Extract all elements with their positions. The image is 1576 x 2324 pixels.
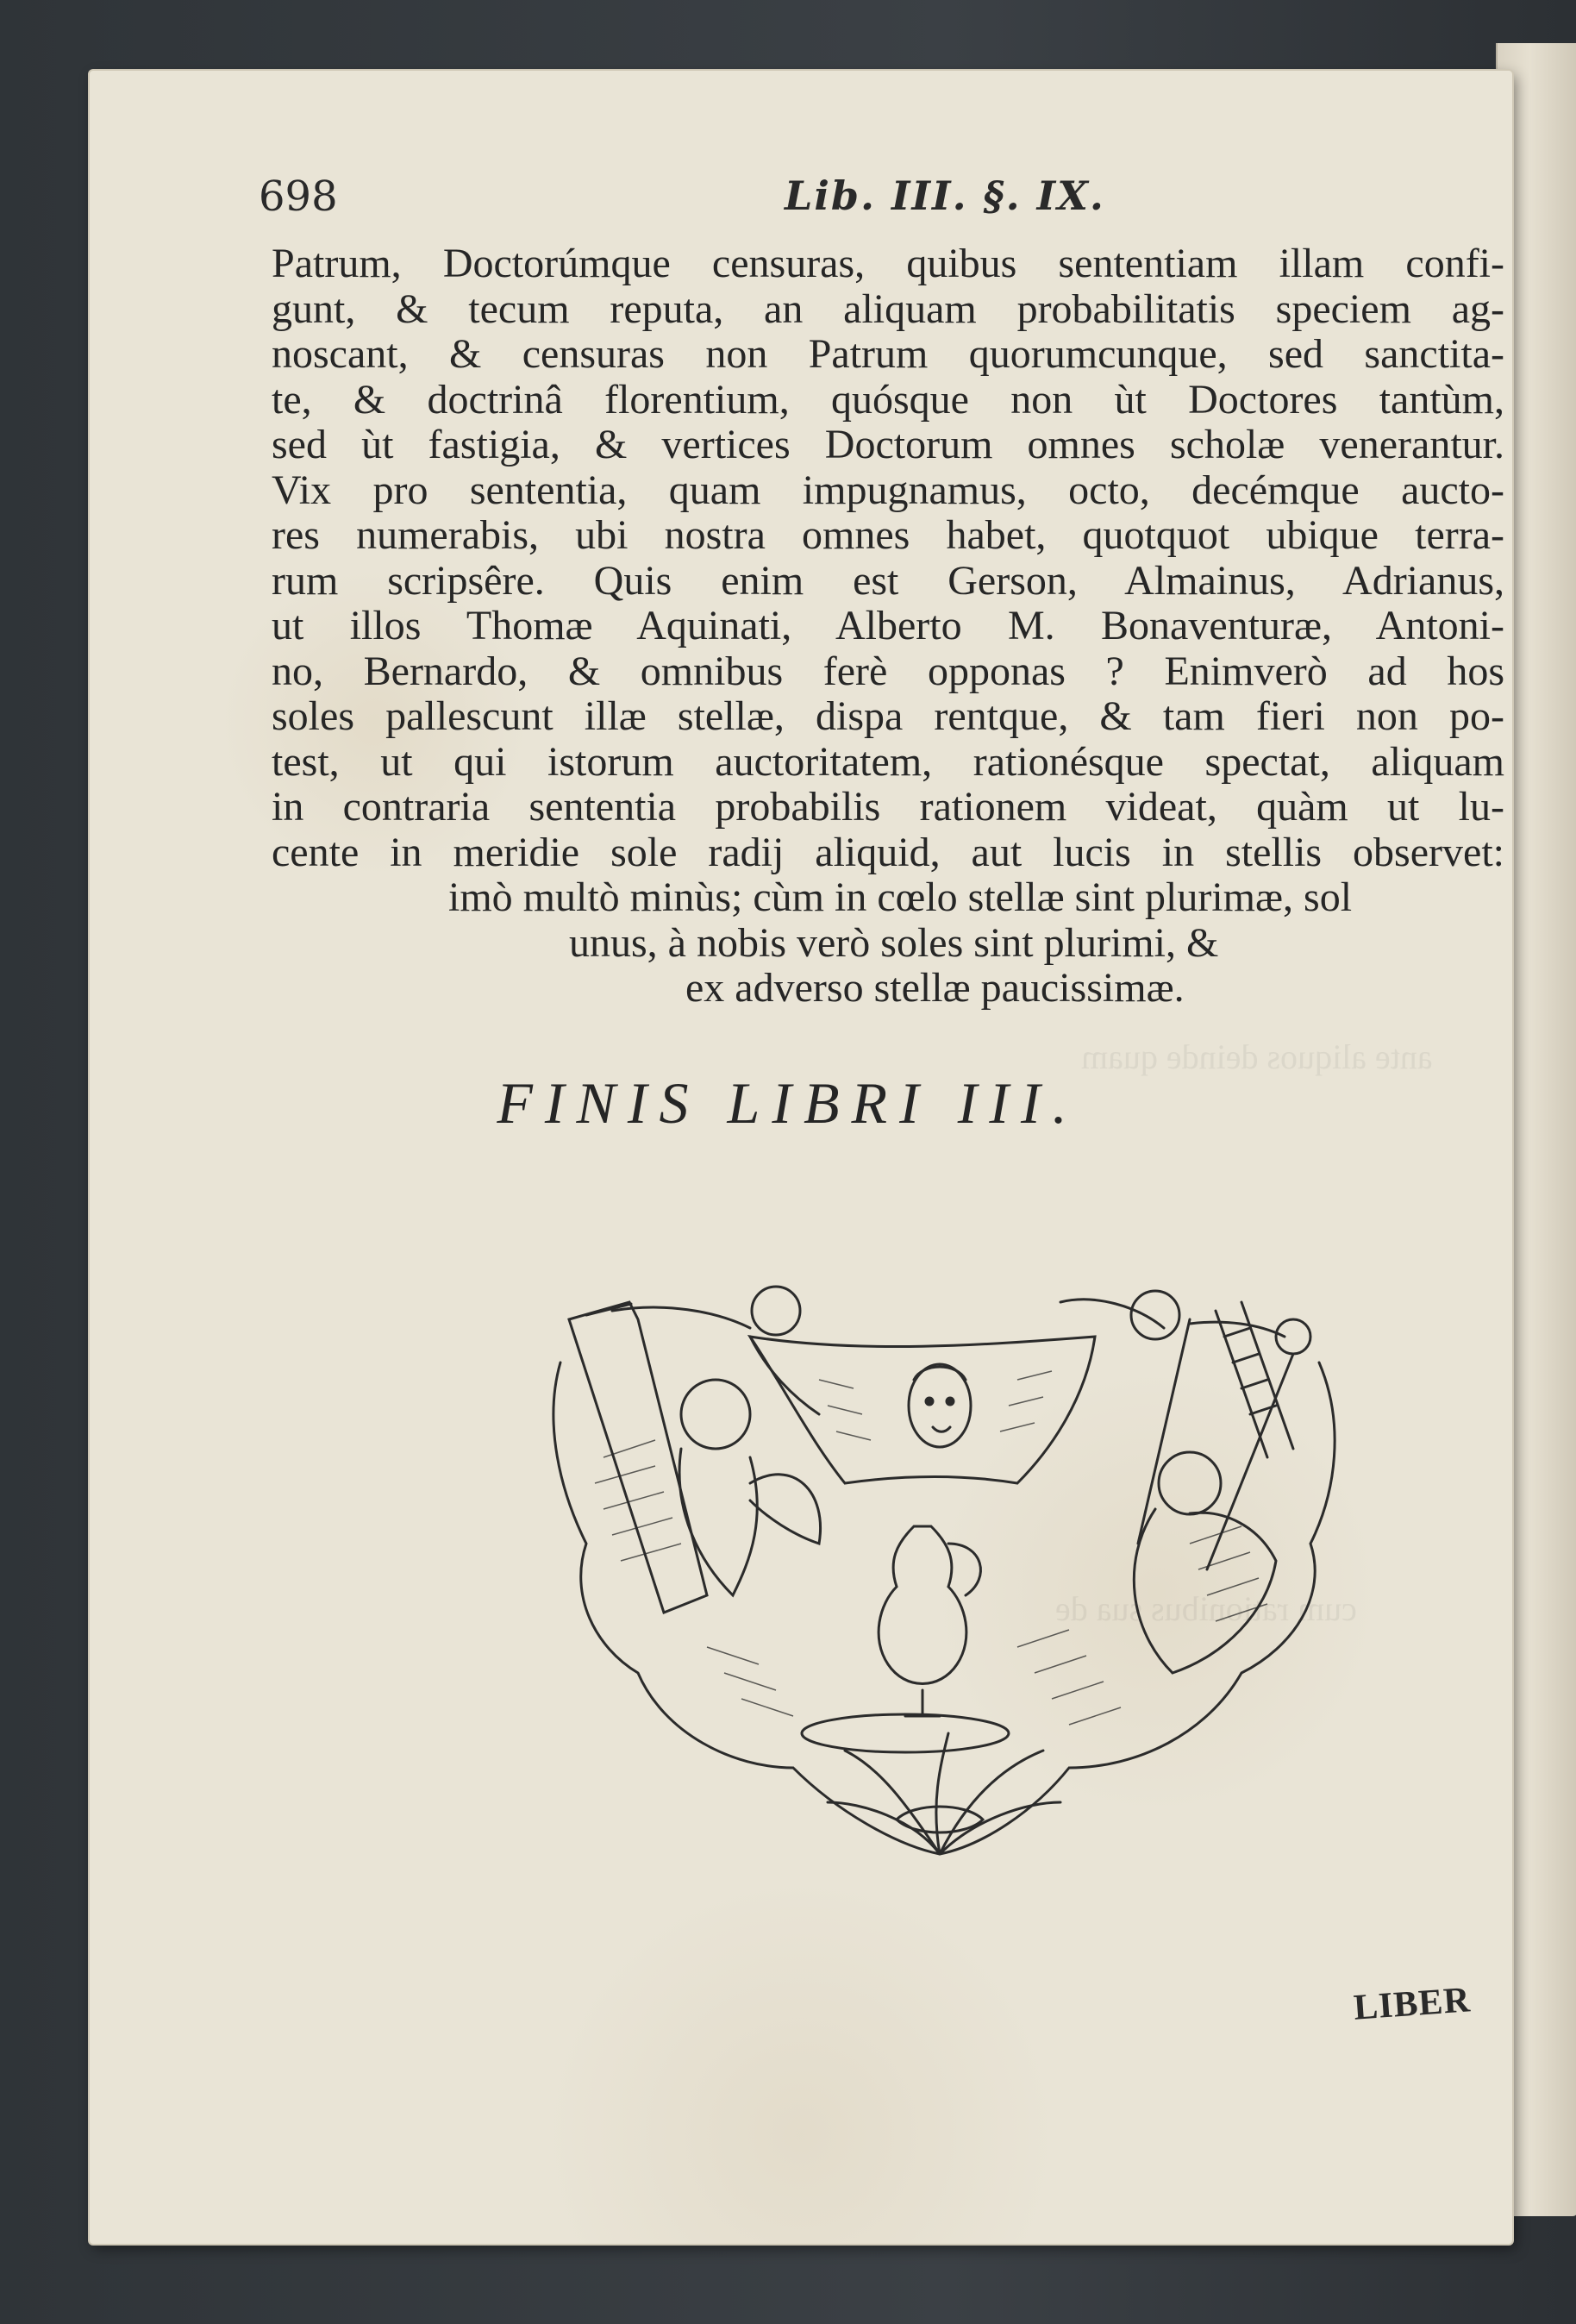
text-line-indented: unus, à nobis verò soles sint plurimi, & [569, 919, 1219, 966]
text-line: sed ùt fastigia, & vertices Doctorum omnes scholæ venerantur. [272, 422, 1504, 467]
lance [1138, 1319, 1190, 1544]
angel-head-top-left [752, 1287, 800, 1335]
pillar [569, 1302, 707, 1613]
angel-head-top-right [1131, 1291, 1179, 1339]
text-line: in contraria sententia probabilis rationem videat, quàm ut lu- [272, 784, 1504, 830]
text-line: test, ut qui istorum auctoritatem, rationésque spectat, aliquam [272, 738, 1504, 785]
angel-head-right [1159, 1452, 1221, 1514]
body-text [272, 241, 1504, 1012]
text-line: Patrum, Doctorúmque censuras, quibus sententiam illam confi- [272, 241, 1504, 286]
explicit-heading: FINIS LIBRI III. [497, 1070, 1079, 1136]
catchword: LIBER [1352, 1980, 1473, 2028]
text-line: noscant, & censuras non Patrum quorumcunque, sed sanctita- [272, 331, 1504, 377]
text-line: gunt, & tecum reputa, an aliquam probabilitatis speciem ag- [272, 285, 1504, 332]
show-through-text: ante aliquos deinde quam [1081, 1037, 1433, 1076]
sponge [1276, 1319, 1310, 1354]
text-line-indented: ex adverso stellæ paucissimæ. [685, 965, 1185, 1011]
holy-face [909, 1364, 971, 1447]
ewer [879, 1526, 966, 1684]
text-line: cente in meridie sole radij aliquid, aut lucis in stellis observet: [272, 829, 1504, 875]
text-line: Vix pro sententia, quam impugnamus, octo, decémque aucto- [272, 467, 1504, 513]
running-head [259, 172, 1466, 224]
text-line: ut illos Thomæ Aquinati, Alberto M. Bonaventuræ, Antoni- [272, 603, 1504, 648]
text-line: rum scripsêre. Quis enim est Gerson, Almainus, Adrianus, [272, 557, 1504, 604]
cherub-head-left [681, 1380, 750, 1449]
veil [750, 1337, 1095, 1483]
text-line: res numerabis, ubi nostra omnes habet, quotquot ubique terra- [272, 512, 1504, 558]
section-reference: Lib. III. §. IX. [785, 172, 1105, 219]
woodcut-ornament [535, 1285, 1362, 1889]
crown-of-thorns [897, 1807, 983, 1832]
text-line: no, Bernardo, & omnibus ferè opponas ? Enimverò ad hos [272, 648, 1504, 694]
angel-wing-top-right [1060, 1300, 1164, 1328]
show-through-text-2: cum rationibus sua de [1055, 1589, 1357, 1628]
cherub-wing-left [750, 1475, 821, 1544]
cloud-mass [553, 1362, 1335, 1854]
text-line: soles pallescunt illæ stellæ, dispa rentque, & tam fieri non po- [272, 693, 1504, 739]
basin [802, 1714, 1009, 1752]
text-line: te, & doctrinâ florentium, quósque non ùt Doctores tantùm, [272, 376, 1504, 423]
text-line-indented: imò multò minùs; cùm in cœlo stellæ sint plurimæ, sol [448, 874, 1353, 920]
page-number: 698 [259, 172, 338, 221]
